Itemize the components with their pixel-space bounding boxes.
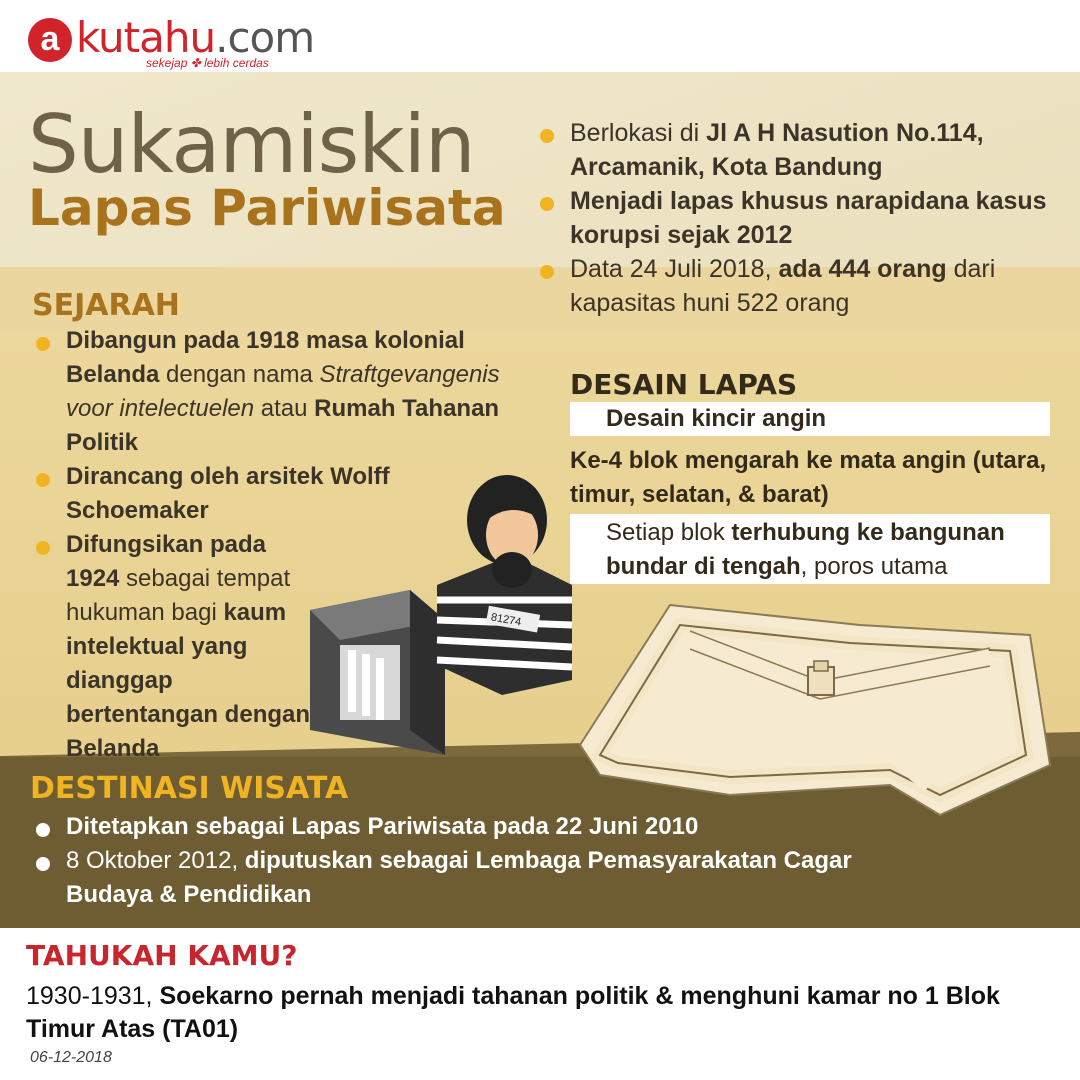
sejarah-item: Dirancang oleh arsitek Wolff Schoemaker xyxy=(30,460,500,528)
desain-callout: Desain kincir angin xyxy=(570,402,1050,436)
logo-tagline: sekejap ✤ lebih cerdas xyxy=(146,56,269,70)
prisoner-number: 81274 xyxy=(489,611,523,629)
destinasi-heading: DESTINASI WISATA xyxy=(30,771,349,806)
site-logo[interactable] xyxy=(28,10,348,70)
publish-date: 06-12-2018 xyxy=(30,1049,112,1066)
page-subtitle: Lapas Pariwisata xyxy=(28,179,506,237)
page-title: Sukamiskin xyxy=(28,98,475,191)
info-item: Berlokasi di Jl A H Nasution No.114, Arcamanik, Kota Bandung xyxy=(534,116,1074,184)
destinasi-list xyxy=(30,810,930,912)
desain-callout: Setiap blok terhubung ke bangunan bundar di tengah, poros utama xyxy=(570,514,1050,584)
logo-badge: a xyxy=(28,18,72,62)
desain-heading: DESAIN LAPAS xyxy=(570,368,798,401)
desain-text: Ke-4 blok mengarah ke mata angin (utara, timur, selatan, & barat) xyxy=(570,447,1047,508)
destinasi-item: Ditetapkan sebagai Lapas Pariwisata pada 22 Juni 2010 xyxy=(30,810,930,844)
info-item: Data 24 Juli 2018, ada 444 orang dari kapasitas huni 522 orang xyxy=(534,252,1074,320)
sejarah-list xyxy=(30,324,500,766)
destinasi-item: 8 Oktober 2012, diputuskan sebagai Lembaga Pemasyarakatan Cagar Budaya & Pendidikan xyxy=(30,844,930,912)
sejarah-item: Difungsikan pada 1924 sebagai tempat hukuman bagi kaum intelektual yang dianggap bertentangan dengan Belanda xyxy=(30,528,500,766)
sejarah-item: Dibangun pada 1918 masa kolonial Belanda dengan nama Straftgevangenis voor intelectuelen atau Rumah Tahanan Politik xyxy=(30,324,500,460)
sejarah-heading: SEJARAH xyxy=(32,288,180,323)
fact-text: 1930-1931, Soekarno pernah menjadi tahanan politik & menghuni kamar no 1 Blok Timur Atas (TA01) xyxy=(26,982,1000,1043)
fact-heading: TAHUKAH KAMU? xyxy=(26,939,298,972)
info-item: Menjadi lapas khusus narapidana kasus korupsi sejak 2012 xyxy=(534,184,1074,252)
logo-wordmark: kutahu.com xyxy=(76,13,315,62)
info-list xyxy=(534,116,1074,320)
